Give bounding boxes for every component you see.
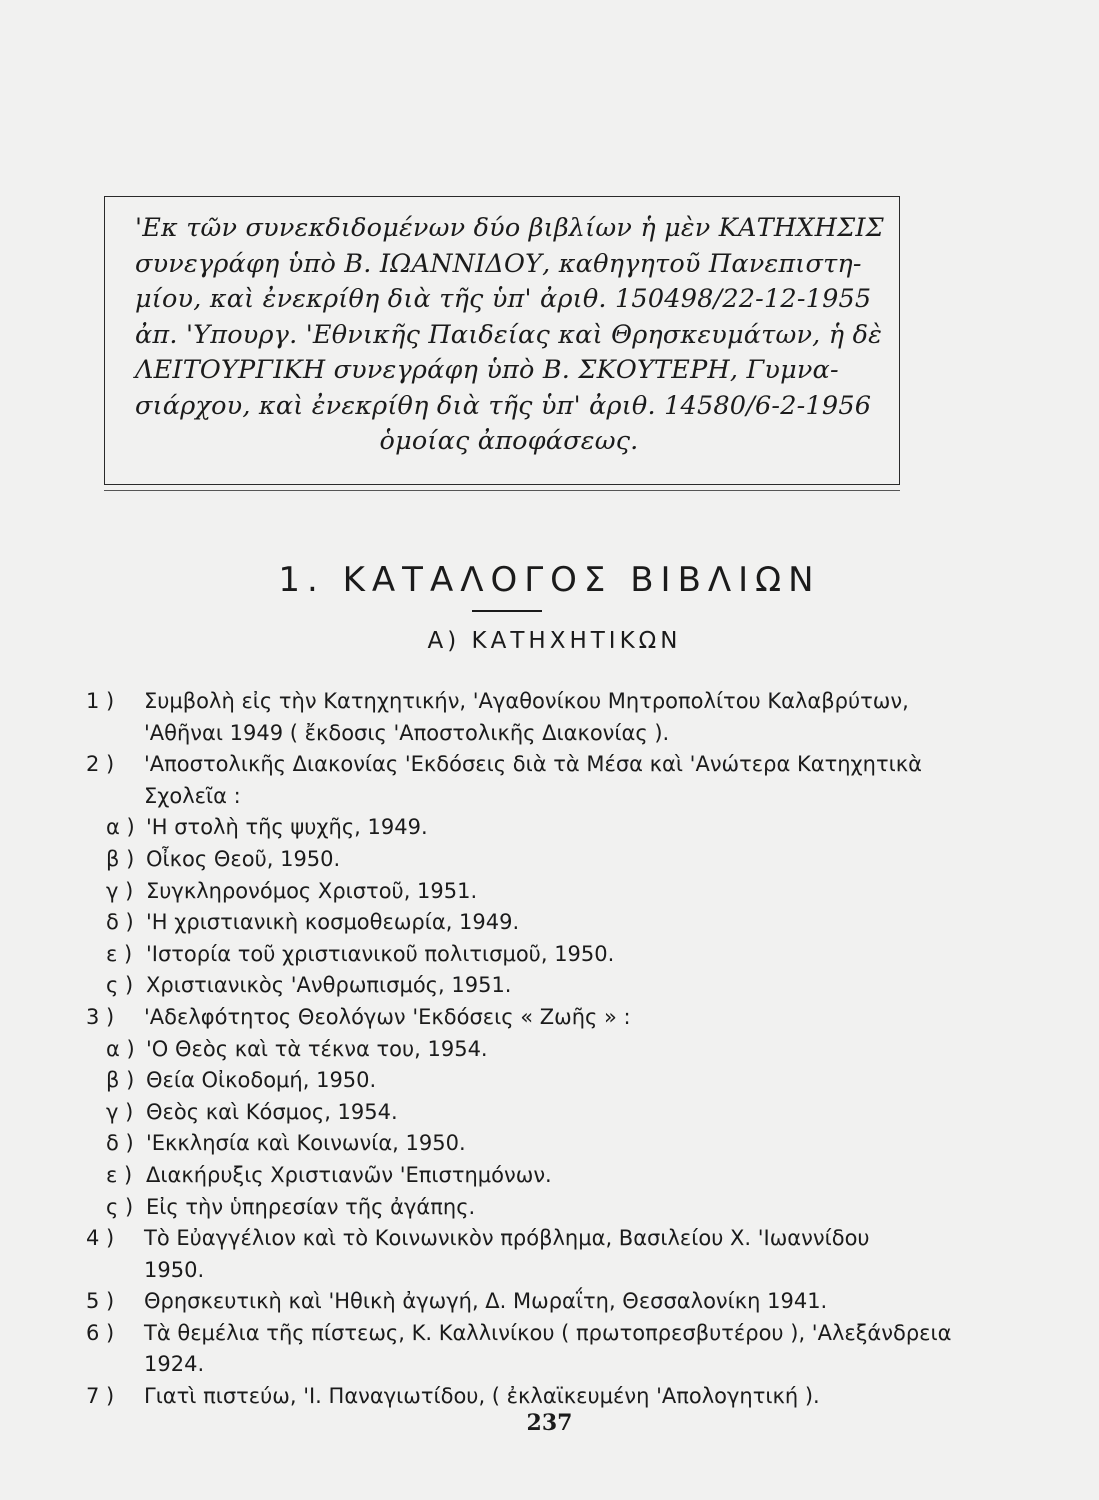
item-text: Τὸ Εὐαγγέλιον καὶ τὸ Κοινωνικὸν πρόβλημα, Βασιλείου Χ. 'Ιωαννίδου: [144, 1226, 870, 1251]
item-text: 1924.: [144, 1352, 205, 1377]
sub-item-letter: α ): [106, 1036, 135, 1061]
sub-item: [86, 1097, 966, 1129]
divider: [104, 490, 900, 492]
sub-item-text: Εἰς τὴν ὑπηρεσίαν τῆς ἀγάπης.: [146, 1194, 476, 1219]
sub-item-text: 'Η στολὴ τῆς ψυχῆς, 1949.: [146, 815, 428, 840]
sub-item-letter: α ): [106, 815, 135, 840]
sub-item-letter: ς ): [106, 1194, 134, 1219]
item-continuation: [86, 1255, 966, 1287]
sub-item-text: 'Ιστορία τοῦ χριστιανικοῦ πολιτισμοῦ, 1950.: [146, 941, 615, 966]
sub-item-text: 'Εκκλησία καὶ Κοινωνία, 1950.: [146, 1131, 466, 1156]
item-text: Τὰ θεμέλια τῆς πίστεως, Κ. Καλλινίκου ( πρωτοπρεσβυτέρου ), 'Αλεξάνδρεια: [144, 1320, 952, 1345]
list-item: [86, 1318, 966, 1350]
item-number: 7 ): [86, 1384, 115, 1409]
notice-line: σιάρχου, καὶ ἐνεκρίθη διὰ τῆς ὑπ' ἀριθ. 14580/6-2-1956: [135, 390, 872, 421]
sub-item: [86, 907, 966, 939]
list-item: [86, 1223, 966, 1255]
book-list: [86, 686, 966, 1413]
approval-notice-box: [104, 196, 900, 485]
sub-item: [86, 1034, 966, 1066]
notice-line: 'Εκ τῶν συνεκδιδομένων δύο βιβλίων ἡ μὲν ΚΑΤΗΧΗΣΙΣ: [135, 213, 884, 243]
sub-item-letter: δ ): [106, 1131, 134, 1156]
item-number: 3 ): [86, 1004, 115, 1029]
item-continuation: [86, 1349, 966, 1381]
item-text: Γιατὶ πιστεύω, 'Ι. Παναγιωτίδου, ( ἐκλαϊκευμένη 'Απολογητική ).: [144, 1384, 820, 1409]
section-title: 1. ΚΑΤΑΛΟΓΟΣ ΒΙΒΛΙΩΝ: [278, 560, 821, 600]
sub-item: [86, 970, 966, 1002]
item-continuation: [86, 718, 966, 750]
list-item: [86, 1286, 966, 1318]
sub-item: [86, 1192, 966, 1224]
notice-line: ἀπ. 'Υπουργ. 'Εθνικῆς Παιδείας καὶ Θρησκευμάτων, ἡ δὲ: [135, 319, 883, 350]
sub-item: [86, 1128, 966, 1160]
notice-line: ὁμοίας ἀποφάσεως.: [379, 426, 639, 456]
item-number: 1 ): [86, 689, 115, 713]
item-text: 1950.: [144, 1257, 205, 1282]
sub-item-text: Χριστιανικὸς 'Ανθρωπισμός, 1951.: [146, 973, 512, 998]
sub-item: [86, 1160, 966, 1192]
item-number: 2 ): [86, 752, 115, 777]
sub-item: [86, 812, 966, 844]
sub-item-letter: γ ): [106, 1099, 134, 1124]
sub-item: [86, 844, 966, 876]
item-number: 4 ): [86, 1226, 115, 1251]
item-continuation: [86, 781, 966, 813]
sub-item-text: Οἶκος Θεοῦ, 1950.: [146, 846, 341, 871]
sub-item-text: 'Ο Θεὸς καὶ τὰ τέκνα του, 1954.: [146, 1036, 488, 1061]
sub-item-letter: β ): [106, 1068, 135, 1093]
sub-item-text: 'Η χριστιανικὴ κοσμοθεωρία, 1949.: [146, 910, 520, 935]
item-text: Σχολεῖα :: [144, 783, 241, 808]
sub-item-letter: ς ): [106, 973, 134, 998]
sub-item-text: Θεία Οἰκοδομή, 1950.: [146, 1068, 377, 1093]
list-item: [86, 1381, 966, 1413]
sub-item-letter: ε ): [106, 941, 133, 966]
title-divider: [472, 610, 542, 612]
notice-line: ΛΕΙΤΟΥΡΓΙΚΗ συνεγράφη ὑπὸ Β. ΣΚΟΥΤΕΡΗ, Γυμνα-: [135, 355, 839, 385]
item-text: 'Αδελφότητος Θεολόγων 'Εκδόσεις « Ζωῆς » :: [144, 1004, 631, 1029]
sub-item-letter: ε ): [106, 1162, 133, 1187]
item-number: 6 ): [86, 1320, 115, 1345]
section-subtitle: Α) ΚΑΤΗΧΗΤΙΚΩΝ: [427, 628, 682, 654]
sub-item-text: Συγκληρονόμος Χριστοῦ, 1951.: [146, 878, 478, 903]
sub-item-letter: δ ): [106, 910, 134, 935]
sub-item-letter: γ ): [106, 878, 134, 903]
page-number: 237: [526, 1410, 573, 1436]
item-text: 'Αποστολικῆς Διακονίας 'Εκδόσεις διὰ τὰ Μέσα καὶ 'Ανώτερα Κατηχητικὰ: [144, 752, 922, 777]
sub-item: [86, 939, 966, 971]
item-text: Συμβολὴ εἰς τὴν Κατηχητικήν, 'Αγαθονίκου Μητροπολίτου Καλαβρύτων,: [144, 689, 909, 713]
notice-line: συνεγράφη ὑπὸ Β. ΙΩΑΝΝΙΔΟΥ, καθηγητοῦ Πανεπιστη-: [135, 248, 862, 279]
list-item: [86, 686, 966, 718]
list-item: [86, 1002, 966, 1034]
list-item: [86, 749, 966, 781]
item-text: 'Αθῆναι 1949 ( ἔκδοσις 'Αποστολικῆς Διακονίας ).: [144, 720, 670, 745]
sub-item-text: Διακήρυξις Χριστιανῶν 'Επιστημόνων.: [146, 1162, 552, 1187]
sub-item-letter: β ): [106, 846, 135, 871]
sub-item-text: Θεὸς καὶ Κόσμος, 1954.: [146, 1099, 398, 1124]
sub-item: [86, 876, 966, 908]
notice-line: μίου, καὶ ἐνεκρίθη διὰ τῆς ὑπ' ἀριθ. 150498/22-12-1955: [135, 284, 872, 314]
item-number: 5 ): [86, 1289, 115, 1314]
item-text: Θρησκευτικὴ καὶ 'Ηθικὴ ἀγωγή, Δ. Μωραΐτη, Θεσσαλονίκη 1941.: [144, 1289, 828, 1314]
sub-item: [86, 1065, 966, 1097]
